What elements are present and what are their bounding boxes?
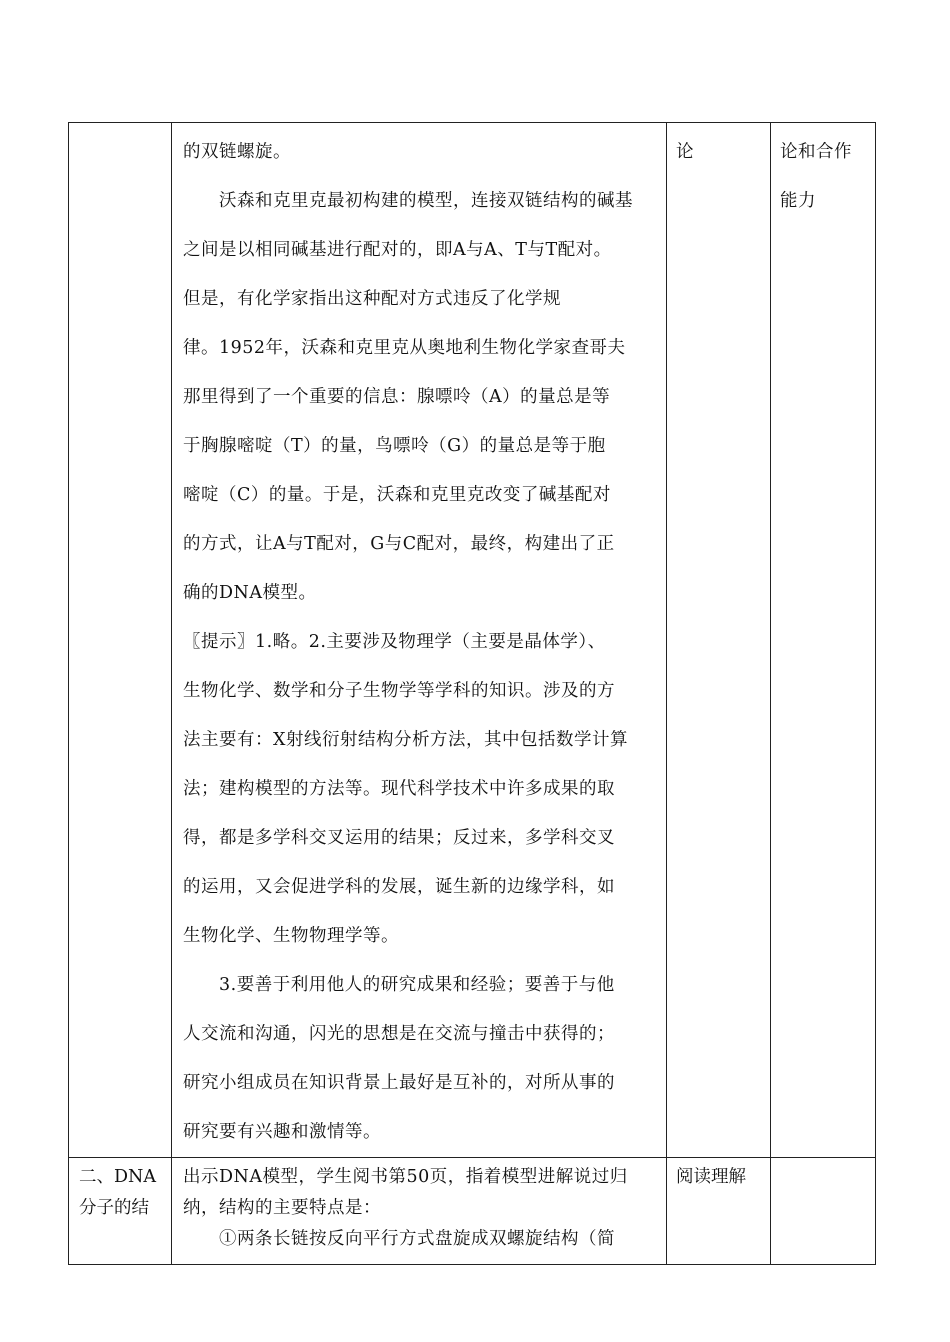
content-line: 法主要有：X射线衍射结构分析方法，其中包括数学计算 [183,730,628,750]
content-line: 那里得到了一个重要的信息：腺嘌呤（A）的量总是等 [183,387,611,407]
activity-cell [667,1158,771,1265]
content-text [172,123,666,1157]
goal-text [771,1158,875,1162]
content-line: 的方式，让A与T配对，G与C配对，最终，构建出了正 [183,534,615,554]
goal-text [771,123,875,226]
content-line: 得，都是多学科交叉运用的结果；反过来，多学科交叉 [183,828,615,848]
activity-cell [667,123,771,1158]
section-cell [69,1158,172,1265]
content-line: 确的DNA模型。 [183,583,317,603]
goal-cell [771,123,876,1158]
content-line: 的运用，又会促进学科的发展，诞生新的边缘学科，如 [183,877,615,897]
section-cell [69,123,172,1158]
content-line: 于胸腺嘧啶（T）的量，鸟嘌呤（G）的量总是等于胞 [183,436,606,456]
content-line: 3.要善于利用他人的研究成果和经验；要善于与他 [219,975,615,995]
goal-cell [771,1158,876,1265]
content-line: 但是，有化学家指出这种配对方式违反了化学规 [183,289,561,309]
content-line: 研究小组成员在知识背景上最好是互补的，对所从事的 [183,1073,615,1093]
content-line: 生物化学、生物物理学等。 [183,926,399,946]
goal-line: 论和合作 [780,142,852,162]
table-row [69,123,876,1158]
hint-line: 〖提示〗1.略。2.主要涉及物理学（主要是晶体学）、 [183,632,606,652]
activity-text [667,123,770,177]
content-line: 法；建构模型的方法等。现代科学技术中许多成果的取 [183,779,615,799]
activity-line: 论 [676,142,694,162]
content-line: 律。1952年，沃森和克里克从奥地利生物化学家查哥夫 [183,338,626,358]
content-line: 出示DNA模型，学生阅书第50页，指着模型进解说过归 [183,1167,628,1187]
content-cell [172,123,667,1158]
content-line: 的双链螺旋。 [183,142,291,162]
table-row [69,1158,876,1265]
lesson-plan-table [68,122,876,1265]
content-line: 研究要有兴趣和激情等。 [183,1122,381,1142]
content-text [172,1158,666,1255]
goal-line: 能力 [780,191,816,211]
content-line: 沃森和克里克最初构建的模型，连接双链结构的碱基 [219,191,633,211]
content-line: 生物化学、数学和分子生物学等学科的知识。涉及的方 [183,681,615,701]
content-cell [172,1158,667,1265]
section-title [69,1158,171,1224]
content-line: 人交流和沟通，闪光的思想是在交流与撞击中获得的； [183,1024,615,1044]
content-line: 之间是以相同碱基进行配对的，即A与A、T与T配对。 [183,240,612,260]
section-line: 二、DNA [79,1167,156,1187]
content-line: 纳，结构的主要特点是： [183,1198,381,1218]
content-line: ①两条长链按反向平行方式盘旋成双螺旋结构（简 [219,1229,615,1249]
section-line: 分子的结 [79,1198,149,1218]
content-line: 嘧啶（C）的量。于是，沃森和克里克改变了碱基配对 [183,485,611,505]
activity-text [667,1158,770,1193]
activity-line: 阅读理解 [676,1167,746,1187]
